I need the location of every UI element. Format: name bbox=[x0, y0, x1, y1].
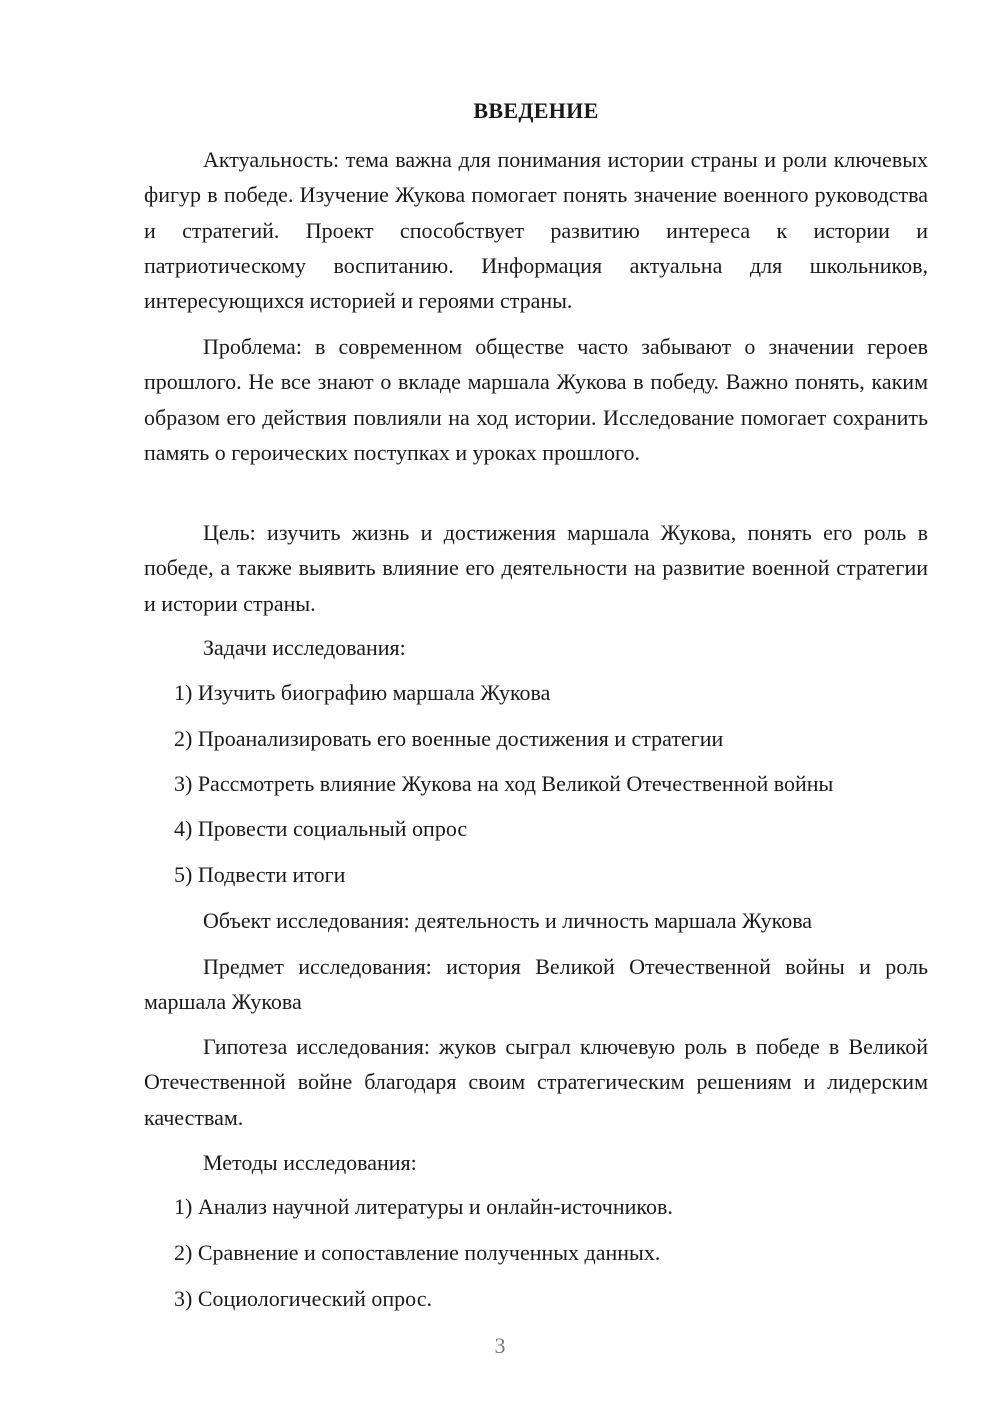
problem-paragraph: Проблема: в современном обществе часто забывают о значении героев прошлого. Не все знают о вкладе маршала Жукова в победу. Важно понять, каким образом его действия повлияли на ход истории. Исследование помогает сохранить память о героических поступках и уроках прошлого. bbox=[144, 334, 928, 465]
method-item-1: 1) Анализ научной литературы и онлайн-источников. bbox=[174, 1194, 673, 1219]
task-item-2: 2) Проанализировать его военные достижения и стратегии bbox=[174, 726, 724, 751]
task-item-5: 5) Подвести итоги bbox=[174, 862, 346, 887]
document-title: ВВЕДЕНИЕ bbox=[473, 98, 599, 123]
relevance-paragraph: Актуальность: тема важна для понимания истории страны и роли ключевых фигур в победе. Изучение Жукова помогает понять значение военного руководства и стратегий. Проект способствует развитию интереса к истории и патриотическому воспитанию. Информация актуальна для школьников, интересующихся историей и героями страны. bbox=[144, 147, 928, 314]
page-number: 3 bbox=[494, 1333, 506, 1358]
object-paragraph: Объект исследования: деятельность и личность маршала Жукова bbox=[203, 908, 813, 933]
task-item-4: 4) Провести социальный опрос bbox=[174, 816, 468, 841]
subject-paragraph: Предмет исследования: история Великой Отечественной войны и роль маршала Жукова bbox=[144, 954, 928, 1015]
hypothesis-paragraph: Гипотеза исследования: жуков сыграл ключевую роль в победе в Великой Отечественной войне благодаря своим стратегическим решениям и лидерским качествам. bbox=[144, 1034, 928, 1130]
task-item-3: 3) Рассмотреть влияние Жукова на ход Великой Отечественной войны bbox=[174, 771, 834, 796]
methods-heading: Методы исследования: bbox=[203, 1150, 417, 1175]
method-item-2: 2) Сравнение и сопоставление полученных данных. bbox=[174, 1240, 661, 1265]
task-item-1: 1) Изучить биографию маршала Жукова bbox=[174, 680, 551, 705]
tasks-heading: Задачи исследования: bbox=[203, 635, 406, 660]
method-item-3: 3) Социологический опрос. bbox=[174, 1286, 432, 1311]
goal-paragraph: Цель: изучить жизнь и достижения маршала Жукова, понять его роль в победе, а также выявить влияние его деятельности на развитие военной стратегии и истории страны. bbox=[144, 520, 928, 616]
